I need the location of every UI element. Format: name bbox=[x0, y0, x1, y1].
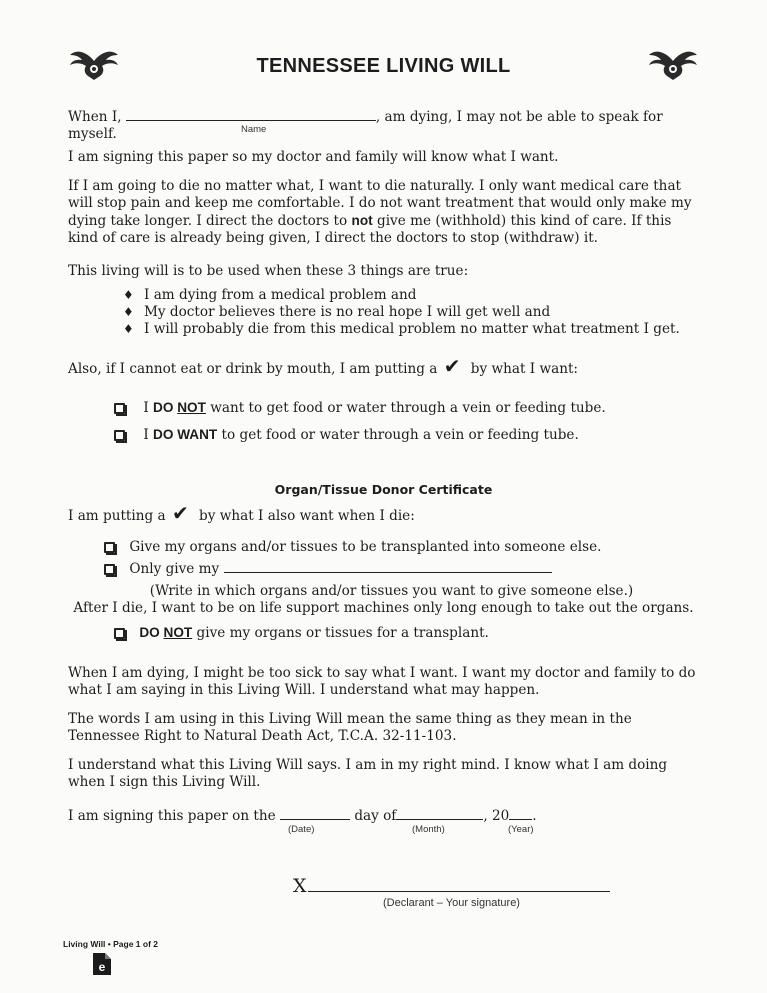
condition-item: ♦ I am dying from a medical problem and bbox=[123, 287, 417, 303]
donor-instruction: I am putting a ✔ by what I also want when I die: bbox=[68, 501, 415, 525]
checkmark-icon: ✔ bbox=[443, 354, 461, 378]
name-field[interactable] bbox=[126, 109, 376, 121]
donor-option-only: Only give my bbox=[104, 561, 552, 578]
date-line: I am signing this paper on the day of , 20 . bbox=[68, 808, 537, 824]
signature-field[interactable] bbox=[308, 874, 610, 892]
page-footer: Living Will • Page 1 of 2 bbox=[63, 939, 158, 949]
diamond-bullet-icon: ♦ bbox=[123, 322, 134, 336]
para-three-conditions: This living will is to be used when these 3 things are true: bbox=[68, 263, 469, 279]
food-option-not-want: I DO NOT want to get food or water through a vein or feeding tube. bbox=[114, 399, 606, 417]
signature-x: X bbox=[293, 875, 307, 897]
date-caption: (Date) bbox=[288, 824, 315, 835]
donor-life-support: After I die, I want to be on life support machines only long enough to take out the organs. bbox=[73, 600, 694, 616]
document-e-logo-icon bbox=[93, 953, 111, 975]
checkbox[interactable] bbox=[114, 403, 125, 414]
date-field[interactable] bbox=[280, 808, 350, 820]
checkbox[interactable] bbox=[104, 564, 115, 575]
food-instruction: Also, if I cannot eat or drink by mouth, I am putting a ✔ by what I want: bbox=[68, 354, 579, 378]
signature-caption: (Declarant – Your signature) bbox=[383, 897, 520, 909]
svg-text:e: e bbox=[98, 960, 106, 974]
checkbox[interactable] bbox=[114, 628, 125, 639]
month-caption: (Month) bbox=[412, 824, 445, 835]
donor-option-not: DO NOT give my organs or tissues for a transplant. bbox=[114, 624, 489, 642]
checkbox[interactable] bbox=[104, 542, 115, 553]
donor-heading: Organ/Tissue Donor Certificate bbox=[274, 482, 493, 497]
para-die-naturally: If I am going to die no matter what, I want to die naturally. I only want medical care that will stop pain and keep me comfortable. I do not want treatment that would only make my dying take longer. I direct the doctors to not give me (withhold) this kind of care. If this kind of care is already being given, I direct the doctors to stop (withdraw) it. bbox=[68, 178, 692, 246]
donor-option-give: Give my organs and/or tissues to be transplanted into someone else. bbox=[104, 539, 602, 556]
diamond-bullet-icon: ♦ bbox=[123, 288, 134, 302]
checkmark-icon: ✔ bbox=[171, 501, 189, 525]
condition-item: ♦ My doctor believes there is no real hope I will get well and bbox=[123, 304, 551, 320]
month-field[interactable] bbox=[396, 808, 483, 820]
para-too-sick: When I am dying, I might be too sick to say what I want. I want my doctor and family to do what I am saying in this Living Will. I understand what may happen. bbox=[68, 665, 696, 698]
organs-field[interactable] bbox=[224, 561, 552, 573]
food-option-want: I DO WANT to get food or water through a vein or feeding tube. bbox=[114, 426, 579, 444]
intro-line: When I, , am dying, I may not be able to speak for myself. bbox=[68, 109, 663, 142]
year-caption: (Year) bbox=[508, 824, 534, 835]
para-signing: I am signing this paper so my doctor and family will know what I want. bbox=[68, 149, 559, 165]
name-caption: Name bbox=[241, 124, 267, 135]
donor-write-note: (Write in which organs and/or tissues you want to give someone else.) bbox=[149, 583, 634, 599]
document-title: TENNESSEE LIVING WILL bbox=[256, 55, 511, 77]
para-words: The words I am using in this Living Will mean the same thing as they mean in the Tennessee Right to Natural Death Act, T.C.A. 32-11-103. bbox=[68, 711, 632, 744]
year-field[interactable] bbox=[509, 808, 532, 820]
diamond-bullet-icon: ♦ bbox=[123, 305, 134, 319]
condition-item: ♦ I will probably die from this medical problem no matter what treatment I get. bbox=[123, 321, 680, 337]
checkbox[interactable] bbox=[114, 430, 125, 441]
para-understand: I understand what this Living Will says. I am in my right mind. I know what I am doing when I sign this Living Will. bbox=[68, 757, 668, 790]
